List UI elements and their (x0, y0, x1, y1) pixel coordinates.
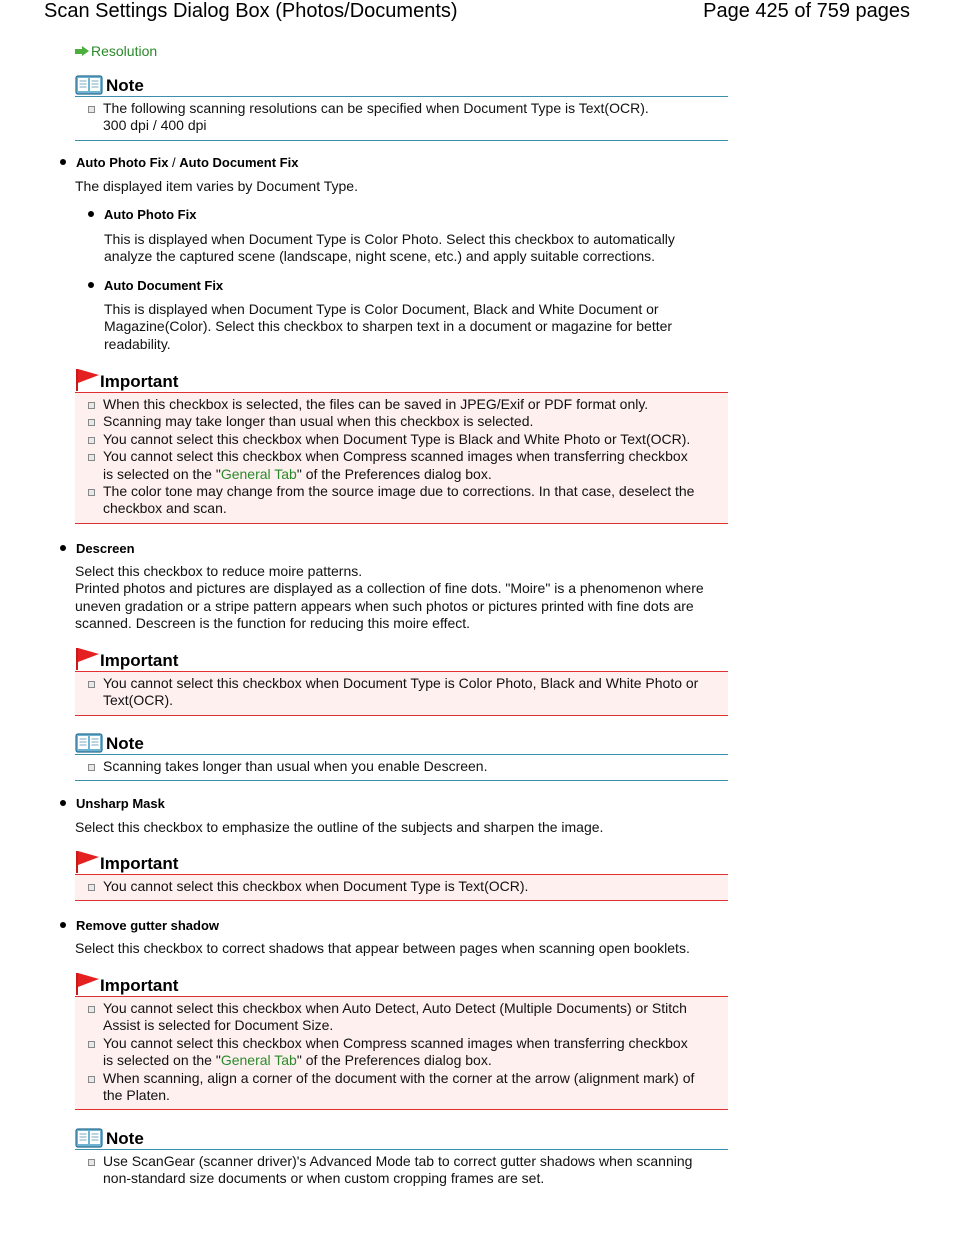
important-box (75, 368, 728, 524)
heading-label: Remove gutter shadow (76, 918, 220, 933)
list-item: You cannot select this checkbox when Document Type is Text(OCR). (75, 878, 728, 895)
book-icon (75, 732, 103, 754)
heading-part: Auto Document Fix (179, 155, 299, 170)
important-body (75, 672, 728, 716)
bullet-icon (60, 159, 66, 165)
auto-photo-fix-desc (104, 231, 675, 266)
list-item: When this checkbox is selected, the files can be saved in JPEG/Exif or PDF format only. (75, 396, 728, 413)
section-heading-remove-gutter-shadow (76, 918, 219, 933)
important-header (75, 368, 728, 393)
desc-line: scanned. Descreen is the function for reducing this moire effect. (75, 615, 471, 632)
note-body (75, 97, 728, 141)
note-box (75, 1125, 728, 1188)
important-title: Important (100, 651, 179, 670)
general-tab-link[interactable]: General Tab (220, 465, 297, 482)
item-text: " of the Preferences dialog box. (296, 1052, 492, 1069)
item-text: Text(OCR). (103, 692, 173, 709)
list-item (75, 100, 728, 135)
item-text: the Platen. (103, 1087, 170, 1104)
important-body (75, 997, 728, 1110)
page-title: Scan Settings Dialog Box (Photos/Documents) (44, 0, 458, 22)
auto-document-fix-desc (104, 301, 672, 353)
list-item: Scanning may take longer than usual when this checkbox is selected. (75, 413, 728, 430)
heading-part: Auto Photo Fix (76, 155, 169, 170)
important-title: Important (100, 854, 179, 873)
list-item (75, 1153, 728, 1188)
bullet-icon (60, 800, 66, 806)
note-title: Note (106, 1129, 144, 1148)
note-title: Note (106, 734, 144, 753)
arrow-right-icon (75, 46, 89, 56)
note-header (75, 1125, 728, 1150)
bullet-icon (60, 545, 66, 551)
general-tab-link[interactable]: General Tab (220, 1052, 297, 1069)
note-text: 300 dpi / 400 dpi (103, 117, 207, 134)
list-item (75, 483, 728, 518)
item-text: checkbox and scan. (103, 500, 227, 517)
resolution-link[interactable] (75, 43, 157, 59)
list-item (75, 1070, 728, 1105)
desc-line: Select this checkbox to reduce moire patterns. (75, 563, 363, 579)
item-text: Use ScanGear (scanner driver)'s Advanced Mode tab to correct gutter shadows when scanning (103, 1153, 693, 1169)
subheading-auto-document-fix (104, 278, 223, 293)
item-text: When scanning, align a corner of the document with the corner at the arrow (alignment mark) of (103, 1069, 695, 1086)
resolution-link-label: Resolution (91, 43, 158, 59)
flag-icon (75, 850, 99, 874)
note-box (75, 72, 728, 141)
desc-line: This is displayed when Document Type is Color Document, Black and White Document or (104, 301, 659, 317)
note-title: Note (106, 76, 144, 95)
page-number: Page 425 of 759 pages (703, 0, 910, 22)
section-heading-auto-fix (76, 155, 298, 170)
item-text: " of the Preferences dialog box. (296, 465, 492, 482)
section-heading-unsharp-mask (76, 796, 165, 811)
important-header (75, 850, 728, 875)
important-box (75, 647, 728, 716)
item-text: The color tone may change from the source image due to corrections. In that case, deselect the (103, 483, 695, 500)
important-title: Important (100, 976, 179, 995)
gutter-desc: Select this checkbox to correct shadows that appear between pages when scanning open booklets. (75, 940, 690, 956)
unsharp-desc: Select this checkbox to emphasize the outline of the subjects and sharpen the image. (75, 819, 604, 835)
item-text: is selected on the " (103, 465, 221, 482)
item-text: You cannot select this checkbox when Document Type is Color Photo, Black and White Photo or (103, 675, 699, 691)
bullet-icon (88, 211, 94, 217)
note-header (75, 730, 728, 755)
item-text: You cannot select this checkbox when Auto Detect, Auto Detect (Multiple Documents) or Stitch (103, 1000, 687, 1016)
heading-separator: / (168, 155, 180, 170)
subheading-label: Auto Photo Fix (104, 207, 197, 222)
list-item: Scanning takes longer than usual when you enable Descreen. (75, 758, 728, 775)
item-text: You cannot select this checkbox when Compress scanned images when transferring checkbox (103, 1034, 688, 1051)
list-item: You cannot select this checkbox when Document Type is Black and White Photo or Text(OCR). (75, 431, 728, 448)
book-icon (75, 74, 103, 96)
heading-label: Unsharp Mask (76, 796, 165, 811)
list-item (75, 448, 728, 483)
desc-line: Printed photos and pictures are displayed as a collection of fine dots. "Moire" is a phenomenon where (75, 580, 704, 597)
important-box (75, 972, 728, 1110)
list-item (75, 675, 728, 710)
flag-icon (75, 368, 99, 392)
section-heading-descreen (76, 541, 135, 556)
bullet-icon (88, 282, 94, 288)
list-item (75, 1035, 728, 1070)
important-header (75, 647, 728, 672)
note-box (75, 730, 728, 781)
desc-line: Magazine(Color). Select this checkbox to sharpen text in a document or magazine for better (104, 318, 673, 335)
note-header (75, 72, 728, 97)
note-body (75, 755, 728, 781)
auto-fix-desc: The displayed item varies by Document Type. (75, 178, 358, 194)
heading-label: Descreen (76, 541, 135, 556)
item-text: is selected on the " (103, 1052, 221, 1069)
bullet-icon (60, 922, 66, 928)
flag-icon (75, 647, 99, 671)
desc-line: uneven gradation or a stripe pattern appears when such photos or pictures printed with fine dots are (75, 597, 694, 614)
desc-line: readability. (104, 335, 171, 352)
desc-line: analyze the captured scene (landscape, night scene, etc.) and apply suitable corrections. (104, 248, 655, 265)
descreen-desc (75, 563, 704, 633)
desc-line: This is displayed when Document Type is Color Photo. Select this checkbox to automatically (104, 231, 675, 247)
important-title: Important (100, 372, 179, 391)
important-body (75, 875, 728, 901)
item-text: You cannot select this checkbox when Compress scanned images when transferring checkbox (103, 448, 688, 465)
subheading-auto-photo-fix (104, 207, 196, 222)
subheading-label: Auto Document Fix (104, 278, 224, 293)
book-icon (75, 1127, 103, 1149)
list-item (75, 1000, 728, 1035)
item-text: non-standard size documents or when custom cropping frames are set. (103, 1170, 545, 1187)
important-box (75, 850, 728, 901)
important-header (75, 972, 728, 997)
note-body (75, 1150, 728, 1188)
flag-icon (75, 972, 99, 996)
important-body (75, 393, 728, 524)
note-text: The following scanning resolutions can be specified when Document Type is Text(OCR). (103, 100, 649, 116)
item-text: Assist is selected for Document Size. (103, 1017, 334, 1034)
